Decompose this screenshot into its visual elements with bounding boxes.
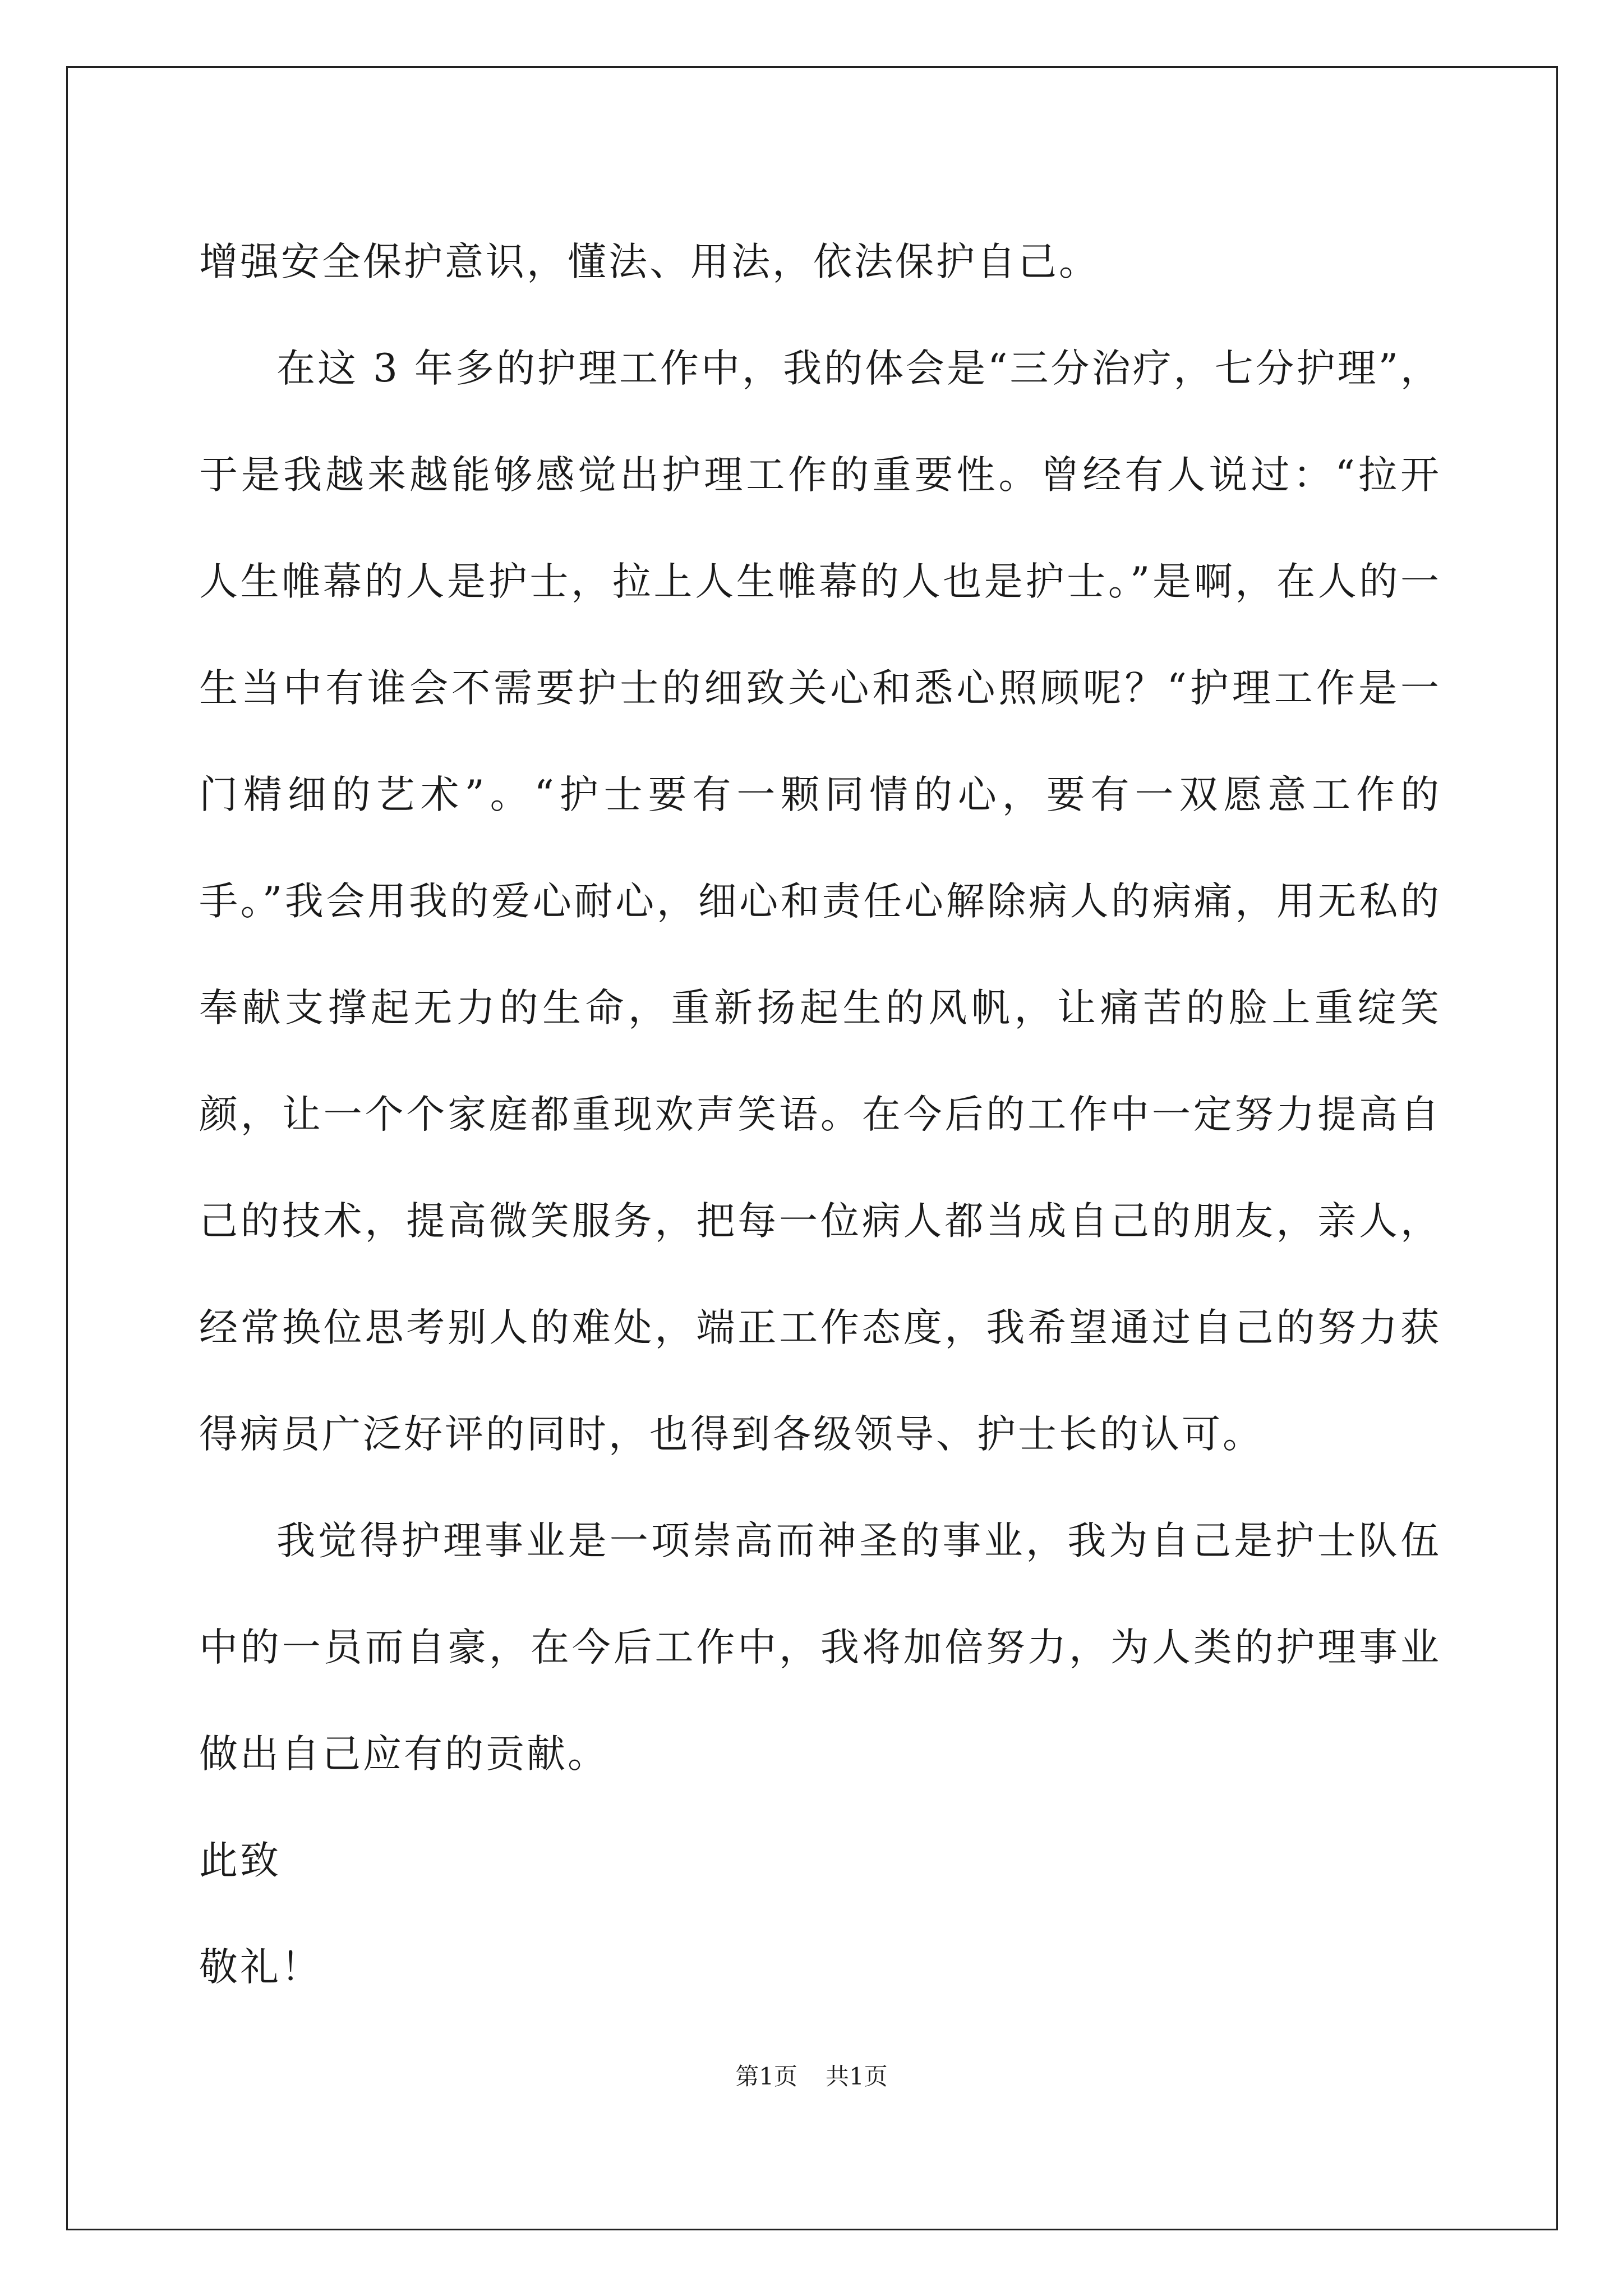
page-number-total: 共1页 — [826, 2063, 888, 2090]
document-body — [199, 209, 1441, 2021]
closing-regards: 敬礼！ — [199, 1945, 322, 1990]
page-footer — [0, 2060, 1623, 2093]
paragraph-nursing-experience: 在这 3 年多的护理工作中，我的体会是“三分治疗，七分护理”，于是我越来越能够感觉出护理工作的重要性。曾经有人说过：“拉开人生帷幕的人是护士，拉上人生帷幕的人也是护士。”是啊，在人的一生当中有谁会不需要护士的细致关心和悉心照顾呢？“护理工作是一门精细的艺术”。“护士要有一颗同情的心，要有一双愿意工作的手。”我会用我的爱心耐心，细心和责任心解除病人的病痛，用无私的奉献支撑起无力的生命，重新扬起生的风帆，让痛苦的脸上重绽笑颜，让一个个家庭都重现欢声笑语。在今后的工作中一定努力提高自己的技术，提高微笑服务，把每一位病人都当成自己的朋友，亲人，经常换位思考别人的难处，端正工作态度，我希望通过自己的努力获得病员广泛好评的同时，也得到各级领导、护士长的认可。 — [199, 346, 1441, 1457]
paragraph-conclusion: 我觉得护理事业是一项崇高而神圣的事业，我为自己是护士队伍中的一员而自豪，在今后工作中，我将加倍努力，为人类的护理事业做出自己应有的贡献。 — [199, 1519, 1441, 1777]
closing-salutation: 此致 — [199, 1838, 281, 1883]
page-number-current: 第1页 — [735, 2063, 797, 2090]
paragraph-continuation: 增强安全保护意识，懂法、用法，依法保护自己。 — [199, 240, 1100, 284]
